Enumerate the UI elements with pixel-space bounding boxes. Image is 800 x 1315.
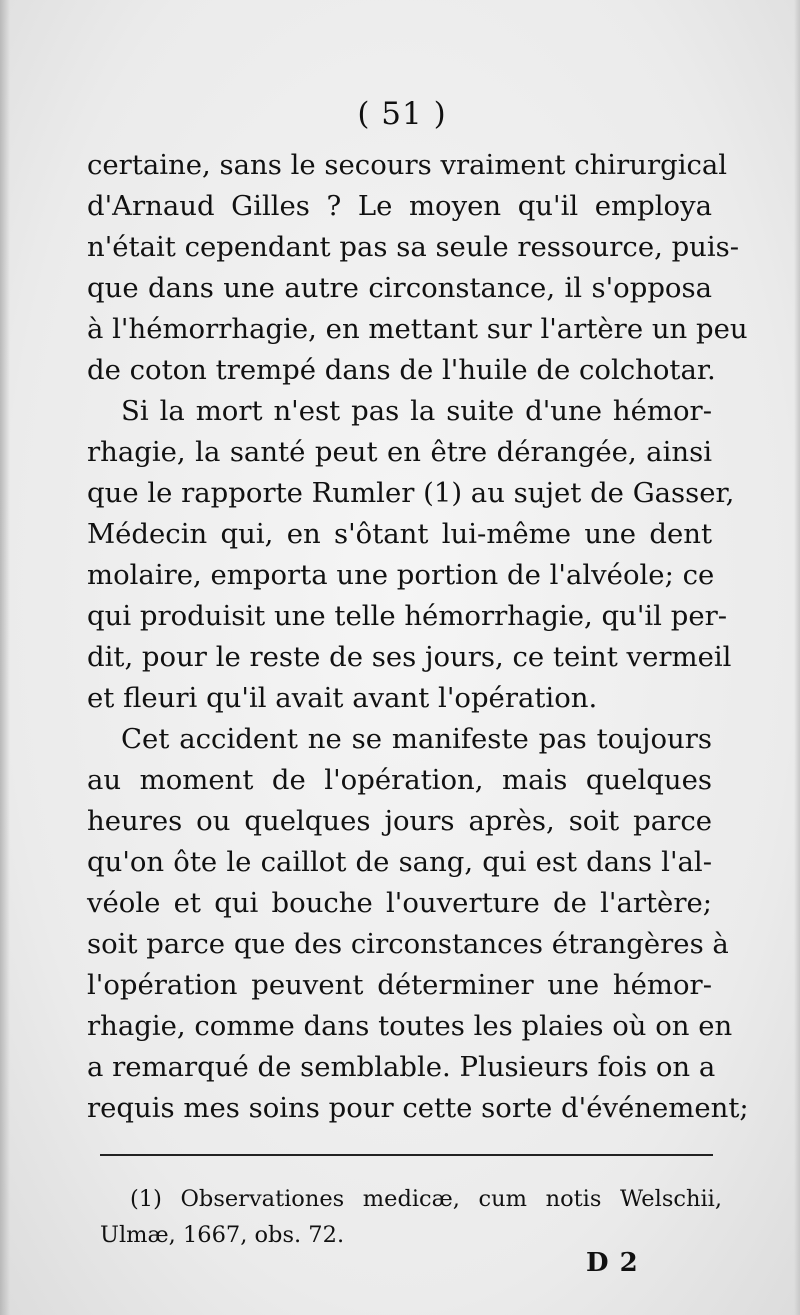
text-line: Cet accident ne se manifeste pas toujours: [121, 723, 712, 755]
text-line: Médecin qui, en s'ôtant lui-même une dent: [87, 518, 712, 550]
footnote-line: (1) Observationes medicæ, cum notis Welschii,: [130, 1186, 722, 1212]
text-line: soit parce que des circonstances étrangères à: [87, 928, 729, 960]
text-line: véole et qui bouche l'ouverture de l'artère;: [87, 887, 712, 919]
text-line: à l'hémorrhagie, en mettant sur l'artère un peu: [87, 313, 748, 345]
body-text: [87, 145, 749, 1129]
text-line: rhagie, comme dans toutes les plaies où on en: [87, 1010, 733, 1042]
text-line: qu'on ôte le caillot de sang, qui est dans l'al-: [87, 846, 712, 878]
page-left-edge: [0, 0, 10, 1315]
text-line: que dans une autre circonstance, il s'opposa: [87, 272, 712, 304]
text-line: Si la mort n'est pas la suite d'une hémor-: [121, 395, 712, 427]
text-line: qui produisit une telle hémorrhagie, qu'il per-: [87, 600, 728, 632]
signature-mark: D 2: [586, 1248, 639, 1278]
text-line: d'Arnaud Gilles ? Le moyen qu'il employa: [87, 190, 712, 222]
text-line: certaine, sans le secours vraiment chirurgical: [87, 149, 728, 181]
text-line: l'opération peuvent déterminer une hémor-: [87, 969, 712, 1001]
text-line: et fleuri qu'il avait avant l'opération.: [87, 682, 598, 714]
footnote-rule: [100, 1154, 713, 1156]
text-line: requis mes soins pour cette sorte d'événement;: [87, 1092, 749, 1124]
text-line: n'était cependant pas sa seule ressource, puis-: [87, 231, 740, 263]
page-number: ( 51 ): [357, 96, 447, 132]
footnote: [100, 1181, 722, 1253]
footnote-line: Ulmæ, 1667, obs. 72.: [100, 1222, 345, 1248]
text-line: heures ou quelques jours après, soit parce: [87, 805, 712, 837]
text-line: rhagie, la santé peut en être dérangée, ainsi: [87, 436, 712, 468]
text-line: de coton trempé dans de l'huile de colchotar.: [87, 354, 716, 386]
text-line: que le rapporte Rumler (1) au sujet de Gasser,: [87, 477, 735, 509]
page-right-edge: [794, 0, 800, 1315]
text-line: a remarqué de semblable. Plusieurs fois on a: [87, 1051, 716, 1083]
text-line: molaire, emporta une portion de l'alvéole; ce: [87, 559, 715, 591]
text-line: dit, pour le reste de ses jours, ce teint vermeil: [87, 641, 732, 673]
text-line: au moment de l'opération, mais quelques: [87, 764, 712, 796]
